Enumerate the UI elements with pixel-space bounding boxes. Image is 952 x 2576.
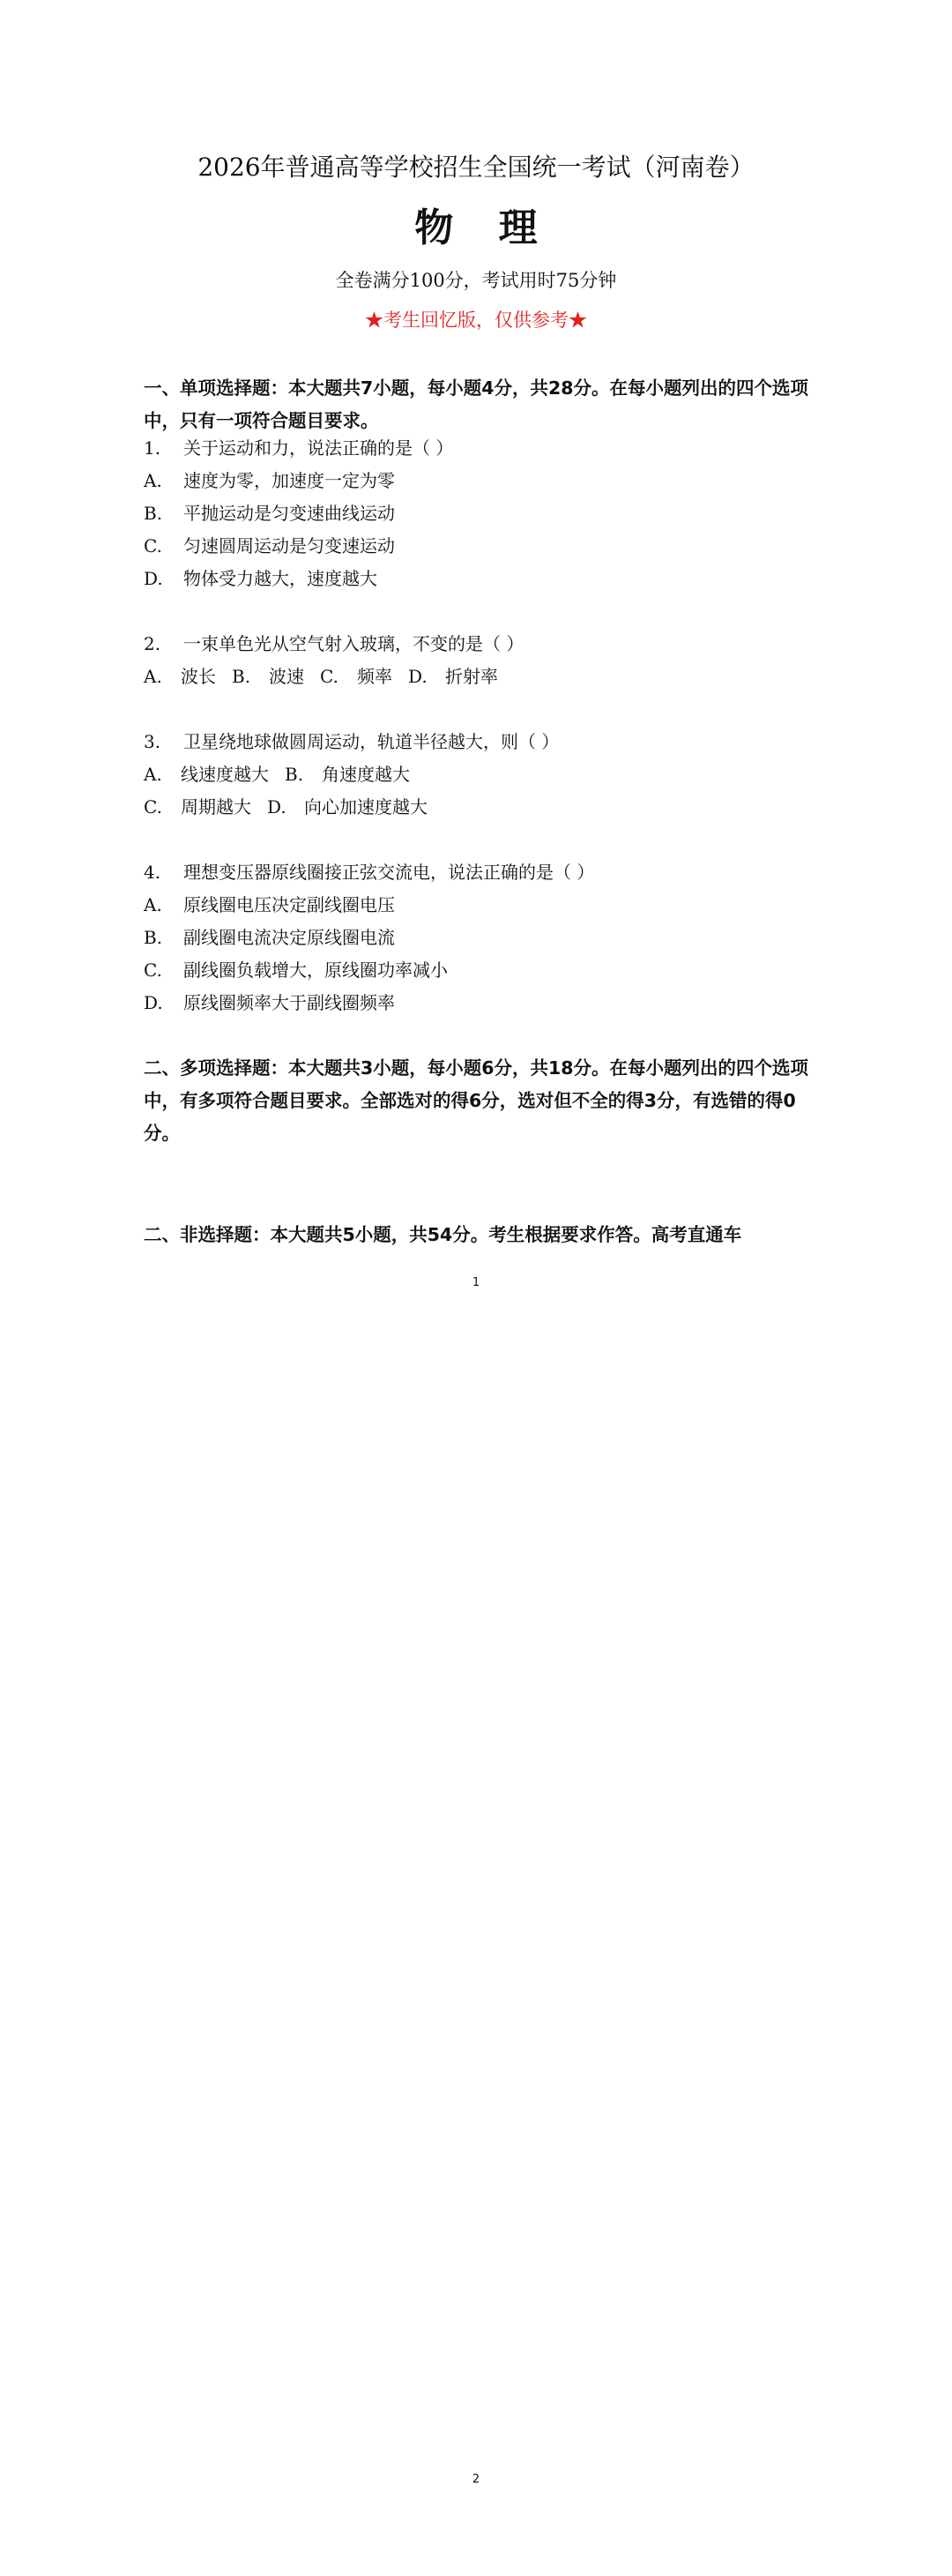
option-text: 角速度越大 — [322, 764, 410, 785]
option-text: 副线圈电流决定原线圈电流 — [183, 927, 395, 948]
question-text: 关于运动和力，说法正确的是（ ） — [183, 437, 454, 459]
question-number: 1. — [144, 437, 161, 459]
option-label: B. — [144, 927, 163, 948]
option-text: 波速 — [269, 666, 304, 687]
question-3-option-d — [267, 795, 428, 819]
option-label: B. — [232, 666, 251, 687]
question-1-option-d — [144, 566, 377, 591]
option-label: A. — [144, 666, 162, 687]
question-number: 4. — [144, 862, 161, 883]
option-text: 原线圈频率大于副线圈频率 — [183, 992, 395, 1013]
option-text: 频率 — [357, 666, 392, 687]
question-3-stem — [144, 729, 559, 754]
option-label: C. — [144, 796, 162, 818]
option-label: B. — [285, 764, 304, 785]
option-label: D. — [267, 796, 286, 818]
section-1-heading: 一、单项选择题：本大题共7小题，每小题4分，共28分。在每小题列出的四个选项中，只有一项符合题目要求。 — [144, 377, 809, 431]
option-label: A. — [144, 894, 162, 915]
question-3-option-b — [285, 762, 410, 787]
page-number-1: 1 — [472, 1276, 480, 1289]
question-4-option-d — [144, 990, 395, 1015]
question-4-option-a — [144, 892, 395, 917]
option-text: 线速度越大 — [181, 764, 269, 785]
question-2-stem — [144, 631, 524, 656]
option-text: 匀速圆周运动是匀变速运动 — [183, 535, 395, 556]
option-label: C. — [320, 666, 338, 687]
question-1-option-c — [144, 534, 395, 558]
question-1-option-b — [144, 501, 395, 526]
question-3-options-cd — [144, 795, 443, 819]
question-4-option-b — [144, 925, 395, 950]
question-text: 一束单色光从空气射入玻璃，不变的是（ ） — [183, 633, 524, 654]
option-text: 物体受力越大，速度越大 — [183, 568, 377, 589]
option-text: 折射率 — [445, 666, 498, 687]
exam-info: 全卷满分100分，考试用时75分钟 — [335, 270, 617, 291]
section-3-heading: 二、非选择题：本大题共5小题，共54分。考生根据要求作答。高考直通车 — [144, 1224, 742, 1245]
option-text: 速度为零，加速度一定为零 — [183, 470, 395, 491]
question-2-option-b — [232, 664, 304, 689]
question-3-option-c — [144, 795, 251, 819]
option-label: A. — [144, 470, 162, 491]
question-4-stem — [144, 860, 594, 885]
question-text: 卫星绕地球做圆周运动，轨道半径越大，则（ ） — [183, 731, 560, 752]
question-text: 理想变压器原线圈接正弦交流电，说法正确的是（ ） — [183, 862, 595, 883]
question-2-option-a — [144, 664, 216, 689]
question-3-options-ab — [144, 762, 426, 787]
option-text: 波长 — [181, 666, 216, 687]
option-label: B. — [144, 503, 163, 524]
question-3-option-a — [144, 762, 269, 787]
question-1-option-a — [144, 468, 395, 493]
exam-title: 2026年普通高等学校招生全国统一考试（河南卷） — [197, 153, 755, 182]
option-text: 向心加速度越大 — [304, 796, 428, 818]
option-label: D. — [144, 992, 163, 1013]
option-text: 平抛运动是匀变速曲线运动 — [183, 503, 395, 524]
question-4-option-c — [144, 958, 448, 982]
question-1-stem — [144, 436, 453, 460]
question-number: 3. — [144, 731, 161, 752]
option-label: A. — [144, 764, 162, 785]
option-label: D. — [408, 666, 428, 687]
option-text: 副线圈负载增大，原线圈功率减小 — [183, 959, 448, 981]
subject-title: 物 理 — [414, 205, 554, 250]
option-text: 原线圈电压决定副线圈电压 — [183, 894, 395, 915]
option-label: C. — [144, 959, 162, 981]
option-text: 周期越大 — [181, 796, 251, 818]
question-number: 2. — [144, 633, 161, 654]
option-label: C. — [144, 535, 162, 556]
question-2-option-d — [408, 664, 498, 689]
option-label: D. — [144, 568, 163, 589]
page-number-2: 2 — [472, 2473, 480, 2486]
question-2-option-c — [320, 664, 392, 689]
section-2-heading: 二、多项选择题：本大题共3小题，每小题6分，共18分。在每小题列出的四个选项中，有多项符合题目要求。全部选对的得6分，选对但不全的得3分，有选错的得0分。 — [144, 1057, 809, 1144]
question-2-options — [144, 664, 514, 689]
disclaimer: ★考生回忆版，仅供参考★ — [365, 310, 587, 331]
